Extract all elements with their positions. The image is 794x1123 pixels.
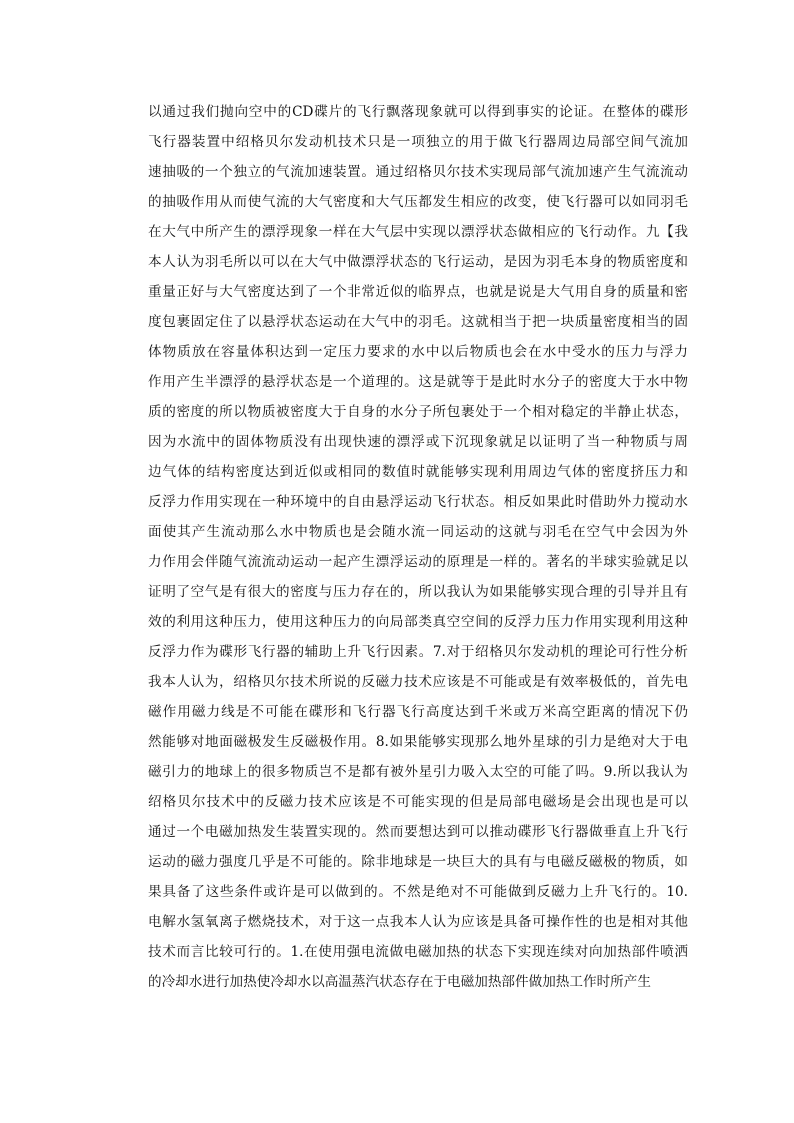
text-line: 绍格贝尔技术中的反磁力技术应该是不可能实现的但是局部电磁场是会出现也是可以: [148, 794, 688, 810]
text-line: 然能够对地面磁极发生反磁极作用。8.如果能够实现那么地外星球的引力是绝对大于电: [148, 734, 688, 750]
text-line: 的冷却水进行加热使冷却水以高温蒸汽状态存在于电磁加热部件做加热工作时所产生: [148, 974, 651, 990]
text-line: 磁作用磁力线是不可能在碟形和飞行器飞行高度达到千米或万米高空距离的情况下仍: [148, 704, 688, 720]
text-line: 以通过我们抛向空中的CD碟片的飞行飘落现象就可以得到事实的论证。在整体的碟形: [148, 104, 688, 120]
text-line: 反浮力作用实现在一种环境中的自由悬浮运动飞行状态。相反如果此时借助外力搅动水: [148, 494, 688, 510]
text-line: 在大气中所产生的漂浮现象一样在大气层中实现以漂浮状态做相应的飞行动作。九【我: [148, 224, 688, 240]
text-line: 效的利用这种压力，使用这种压力的向局部类真空空间的反浮力压力作用实现利用这种: [148, 614, 688, 630]
text-line: 通过一个电磁加热发生装置实现的。然而要想达到可以推动碟形飞行器做垂直上升飞行: [148, 824, 688, 840]
text-line: 电解水氢氧离子燃烧技术，对于这一点我本人认为应该是具备可操作性的也是相对其他: [148, 914, 688, 930]
text-line: 力作用会伴随气流流动运动一起产生漂浮运动的原理是一样的。著名的半球实验就足以: [148, 554, 688, 570]
text-line: 运动的磁力强度几乎是不可能的。除非地球是一块巨大的具有与电磁反磁极的物质，如: [148, 854, 688, 870]
text-line: 速抽吸的一个独立的气流加速装置。通过绍格贝尔技术实现局部气流加速产生气流流动: [148, 164, 688, 180]
text-line: 体物质放在容量体积达到一定压力要求的水中以后物质也会在水中受水的压力与浮力: [148, 344, 688, 360]
text-line: 本人认为羽毛所以可以在大气中做漂浮状态的飞行运动，是因为羽毛本身的物质密度和: [148, 254, 688, 270]
text-line: 边气体的结构密度达到近似或相同的数值时就能够实现利用周边气体的密度挤压力和: [148, 464, 688, 480]
text-line: 我本人认为，绍格贝尔技术所说的反磁力技术应该是不可能或是有效率极低的，首先电: [148, 674, 688, 690]
text-line: 证明了空气是有很大的密度与压力存在的，所以我认为如果能够实现合理的引导并且有: [148, 584, 688, 600]
text-line: 因为水流中的固体物质没有出现快速的漂浮或下沉现象就足以证明了当一种物质与周: [148, 434, 688, 450]
text-line: 反浮力作为碟形飞行器的辅助上升飞行因素。7.对于绍格贝尔发动机的理论可行性分析: [148, 644, 688, 660]
text-line: 磁引力的地球上的很多物质岂不是都有被外星引力吸入太空的可能了吗。9.所以我认为: [148, 764, 688, 780]
body-text: [148, 97, 688, 997]
text-line: 果具备了这些条件或许是可以做到的。不然是绝对不可能做到反磁力上升飞行的。10.: [148, 884, 688, 900]
text-line: 技术而言比较可行的。1.在使用强电流做电磁加热的状态下实现连续对向加热部件喷洒: [148, 944, 688, 960]
text-line: 作用产生半漂浮的悬浮状态是一个道理的。这是就等于是此时水分子的密度大于水中物: [148, 374, 688, 390]
text-line: 面使其产生流动那么水中物质也是会随水流一同运动的这就与羽毛在空气中会因为外: [148, 524, 688, 540]
text-line: 的抽吸作用从而使气流的大气密度和大气压都发生相应的改变，使飞行器可以如同羽毛: [148, 194, 688, 210]
text-line: 质的密度的所以物质被密度大于自身的水分子所包裹处于一个相对稳定的半静止状态，: [148, 404, 688, 420]
text-line: 度包裹固定住了以悬浮状态运动在大气中的羽毛。这就相当于把一块质量密度相当的固: [148, 314, 688, 330]
text-line: 飞行器装置中绍格贝尔发动机技术只是一项独立的用于做飞行器周边局部空间气流加: [148, 134, 688, 150]
text-line: 重量正好与大气密度达到了一个非常近似的临界点，也就是说是大气用自身的质量和密: [148, 284, 688, 300]
